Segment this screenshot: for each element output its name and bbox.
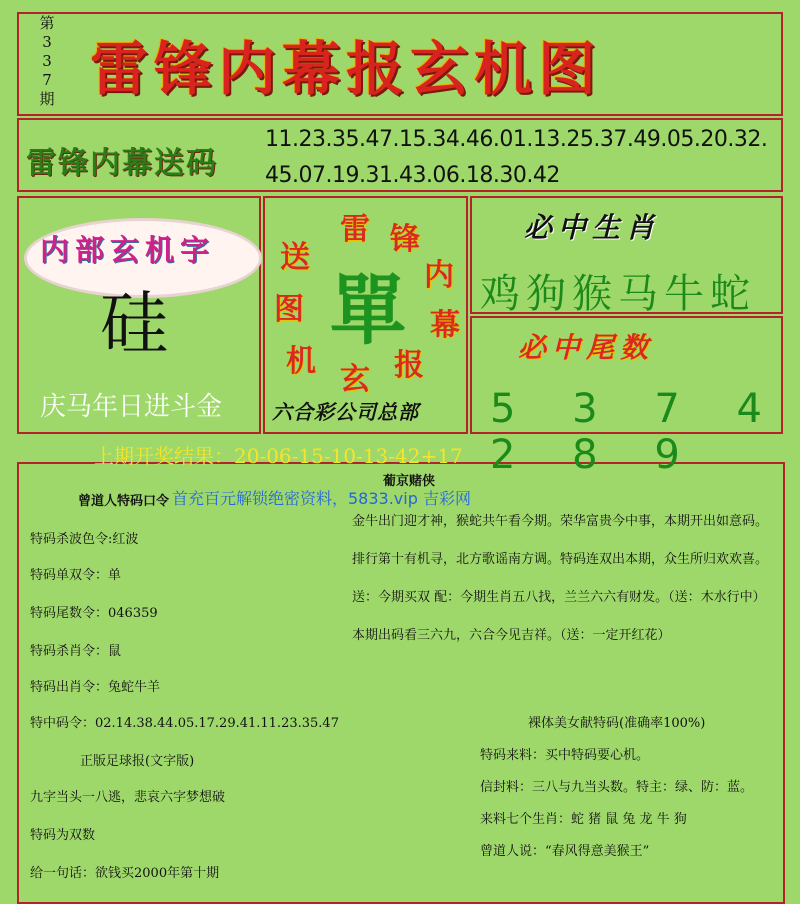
ring-char: 玄 [340, 362, 370, 397]
oval-label: 内部玄机字 [40, 233, 216, 267]
left-item: 特中码令：02.14.38.44.05.17.29.41.11.23.35.47 [30, 716, 339, 731]
right-item: 送：今期买双 配：今期生肖五八找，兰兰六六有财发。（送：木水行中） [352, 590, 766, 605]
ring-char: 图 [274, 292, 304, 327]
left-item: 特码杀波色令:红波 [30, 532, 139, 547]
ring-char: 报 [394, 348, 424, 383]
last-result: 上期开奖结果：20-06-15-10-13-42+17 [94, 444, 463, 468]
proverb-text: 庆马年日进斗金 [40, 392, 223, 422]
zodiac-label: 必中生肖 [524, 211, 661, 244]
beauty-title: 裸体美女献特码(准确率100%) [528, 716, 706, 731]
numbers-list [265, 122, 767, 194]
football-item: 特码为双数 [30, 828, 96, 843]
tail-label: 必中尾数 [518, 331, 655, 364]
ad-link[interactable]: 首充百元解锁绝密资料，5833.vip 吉彩网 [172, 489, 471, 508]
issue-label [36, 14, 58, 109]
ring-char: 机 [286, 344, 316, 379]
issue-char: 第 [39, 14, 55, 32]
football-item: 九字当头一八逃，悲哀六字梦想破 [30, 790, 226, 805]
ring-char: 送 [280, 240, 310, 275]
numbers-label: 雷锋内幕送码 [26, 146, 218, 181]
beauty-item: 曾道人说：“春风得意美猴王” [480, 844, 650, 859]
left-item: 特码单双令：单 [30, 568, 122, 583]
beauty-item: 来料七个生肖：蛇 猪 鼠 兔 龙 牛 狗 [480, 812, 687, 827]
left-item: 特码出肖令：兔蛇牛羊 [30, 680, 161, 695]
ring-char: 锋 [390, 222, 420, 257]
center-footer: 六合彩公司总部 [272, 400, 419, 424]
issue-char: 7 [42, 71, 52, 89]
page-title: 雷锋内幕报玄机图 [90, 35, 603, 103]
ring-char: 雷 [340, 212, 370, 247]
football-item: 给一句话：欲钱买2000年第十期 [30, 866, 220, 881]
left-item: 特码杀肖令：鼠 [30, 644, 122, 659]
right-item: 金牛出门迎才神，猴蛇共午看今期。荣华富贵今中事，本期开出如意码。 [352, 514, 769, 529]
issue-char: 期 [39, 90, 55, 108]
numbers-line-2: 45.07.19.31.43.06.18.30.42 [265, 163, 560, 188]
tail-numbers: 5 3 7 4 2 8 9 [490, 386, 784, 478]
ring-char: 内 [424, 258, 454, 293]
beauty-item: 信封料：三八与九当头数。特主：绿、防：蓝。 [480, 780, 754, 795]
right-item: 排行第十有机寻，北方歌谣南方调。特码连双出本期，众生所归欢欢喜。 [352, 552, 769, 567]
right-item: 本期出码看三六九，六合今见吉祥。（送：一定开红花） [352, 628, 671, 643]
issue-char: 3 [42, 33, 52, 51]
issue-char: 3 [42, 52, 52, 70]
football-title: 正版足球报(文字版) [80, 754, 195, 769]
numbers-line-1: 11.23.35.47.15.34.46.01.13.25.37.49.05.20.32. [265, 127, 768, 152]
center-big-char: 單 [330, 266, 406, 355]
zodiac-list: 鸡狗猴马牛蛇 [480, 271, 756, 317]
beauty-item: 特码来料：买中特码要心机。 [480, 748, 650, 763]
left-intro: 曾道人特码口令 [78, 494, 170, 509]
secret-char: 硅 [100, 285, 169, 364]
left-item: 特码尾数令：046359 [30, 606, 158, 621]
ring-char: 幕 [430, 308, 460, 343]
bottom-top-title: 葡京赌侠 [383, 474, 436, 489]
